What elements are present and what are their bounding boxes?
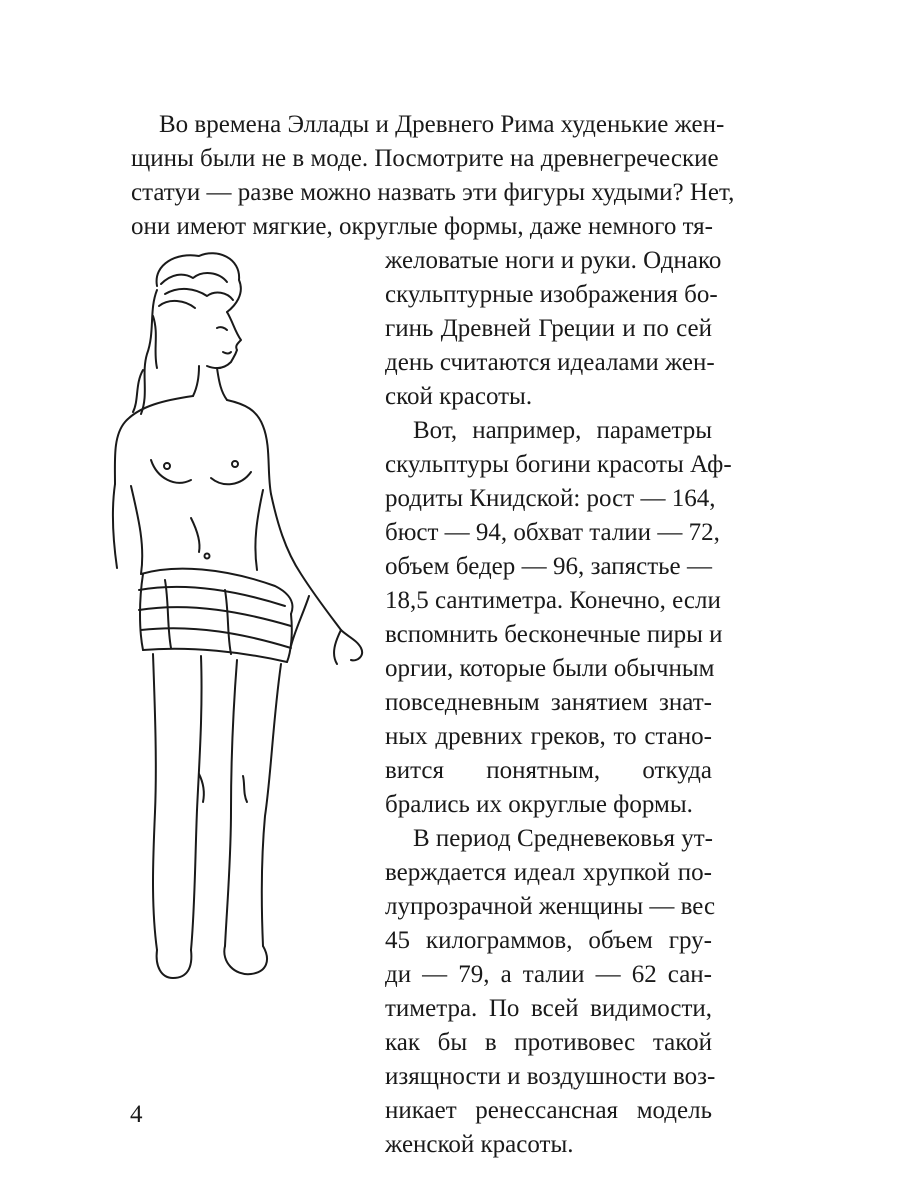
text-line: женской красоты. bbox=[385, 1131, 574, 1158]
text-line: 45 килограммов, объем гру- bbox=[385, 927, 712, 954]
text-line: 18,5 сантиметра. Конечно, если bbox=[385, 587, 721, 614]
text-line: они имеют мягкие, округлые формы, даже немного тя- bbox=[131, 213, 713, 240]
text-line: верждается идеал хрупкой по- bbox=[385, 859, 712, 886]
text-line: ных древних греков, то стано- bbox=[385, 723, 712, 750]
text-line: ской красоты. bbox=[385, 383, 533, 410]
text-line: ди — 79, а талии — 62 сан- bbox=[385, 961, 712, 988]
text-line: скульптурные изображения бо- bbox=[385, 281, 718, 308]
text-line: вится понятным, откуда bbox=[385, 757, 712, 784]
text-line: Во времена Эллады и Древнего Рима худенькие жен- bbox=[159, 111, 725, 138]
text-line: вспомнить бесконечные пиры и bbox=[385, 621, 723, 648]
page-number: 4 bbox=[130, 1101, 143, 1128]
text-line: гинь Древней Греции и по сей bbox=[385, 315, 712, 342]
text-line: бюст — 94, обхват талии — 72, bbox=[385, 519, 720, 546]
text-line: как бы в противовес такой bbox=[385, 1029, 712, 1056]
statue-illustration bbox=[95, 250, 375, 990]
text-line: скульптуры богини красоты Аф- bbox=[385, 451, 732, 478]
text-line: статуи — разве можно назвать эти фигуры худыми? Нет, bbox=[131, 179, 735, 206]
text-line: повседневным занятием знат- bbox=[385, 689, 712, 716]
text-line: желоватые ноги и руки. Однако bbox=[385, 247, 722, 274]
text-line: брались их округлые формы. bbox=[385, 791, 693, 818]
text-line: лупрозрачной женщины — вес bbox=[385, 893, 716, 920]
text-line: щины были не в моде. Посмотрите на древнегреческие bbox=[131, 145, 719, 172]
text-line: Вот, например, параметры bbox=[413, 417, 712, 444]
text-line: объем бедер — 96, запястье — bbox=[385, 553, 712, 580]
text-line: никает ренессансная модель bbox=[385, 1097, 712, 1124]
text-line: родиты Книдской: рост — 164, bbox=[385, 485, 716, 512]
text-line: оргии, которые были обычным bbox=[385, 655, 715, 682]
text-line: день считаются идеалами жен- bbox=[385, 349, 715, 376]
text-line: тиметра. По всей видимости, bbox=[385, 995, 712, 1022]
text-line: изящности и воздушности воз- bbox=[385, 1063, 716, 1090]
text-line: В период Средневековья ут- bbox=[413, 825, 713, 852]
